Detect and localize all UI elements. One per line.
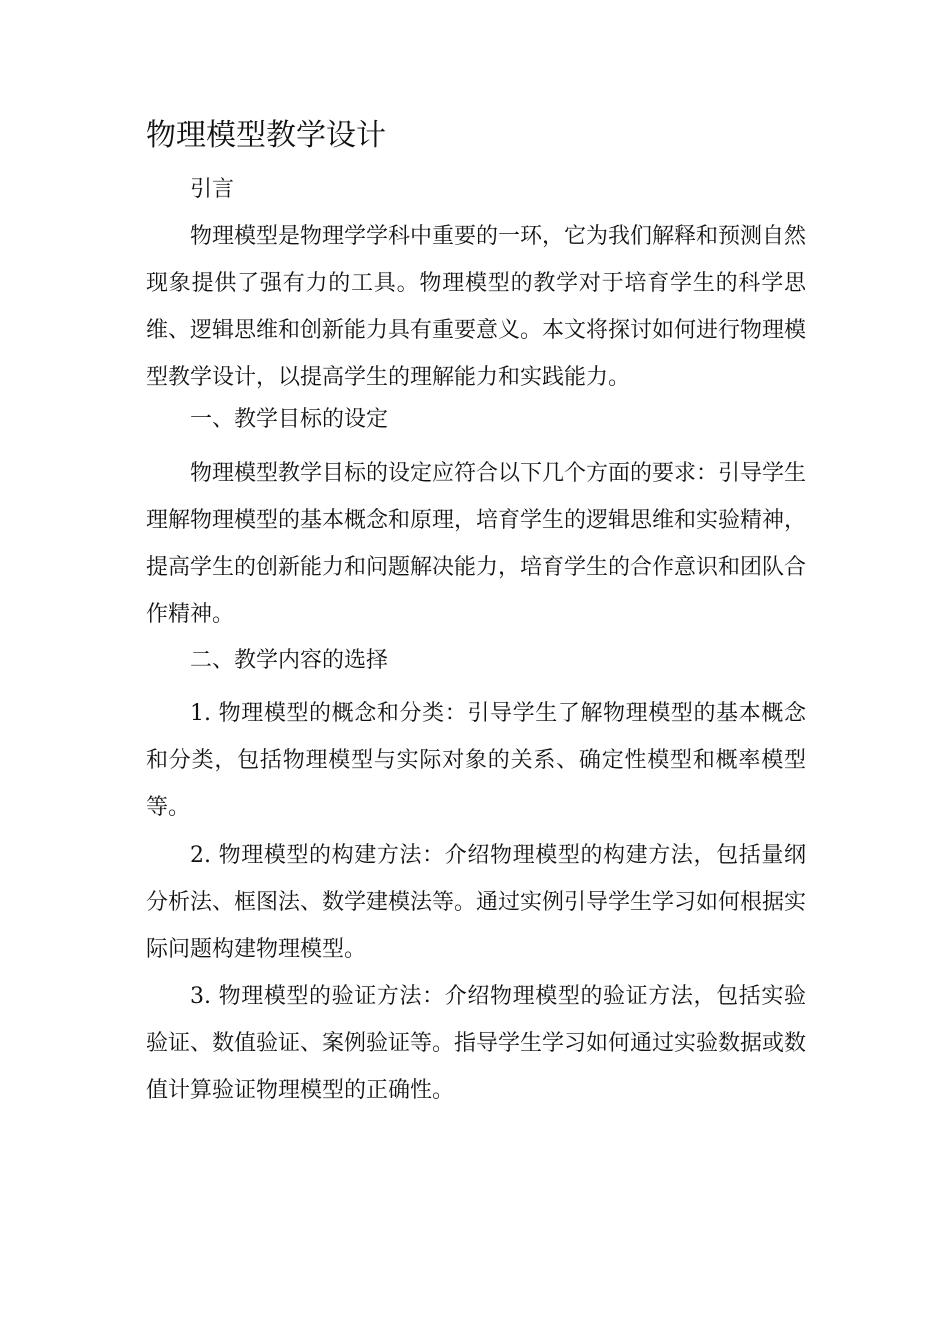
list-item-1: 1. 物理模型的概念和分类：引导学生了解物理模型的基本概念和分类，包括物理模型与实际对象的关系、确定性模型和概率模型等。	[146, 701, 806, 820]
intro-paragraph: 物理模型是物理学学科中重要的一环，它为我们解释和预测自然现象提供了强有力的工具。物理模型的教学对于培育学生的科学思维、逻辑思维和创新能力具有重要意义。本文将探讨如何进行物理模型教学设计，以提高学生的理解能力和实践能力。	[146, 224, 807, 390]
list-item-2: 2. 物理模型的构建方法：介绍物理模型的构建方法，包括量纲分析法、框图法、数学建模法等。通过实例引导学生学习如何根据实际问题构建物理模型。	[146, 843, 807, 962]
section2-heading: 二、教学内容的选择	[190, 648, 389, 673]
section1-heading: 一、教学目标的设定	[190, 407, 389, 432]
section1-paragraph: 物理模型教学目标的设定应符合以下几个方面的要求：引导学生理解物理模型的基本概念和原理，培育学生的逻辑思维和实验精神，提高学生的创新能力和问题解决能力，培育学生的合作意识和团队合作精神。	[146, 461, 807, 627]
list-item-3: 3. 物理模型的验证方法：介绍物理模型的验证方法，包括实验验证、数值验证、案例验证等。指导学生学习如何通过实验数据或数值计算验证物理模型的正确性。	[146, 984, 807, 1103]
intro-heading: 引言	[190, 177, 235, 202]
document-title: 物理模型教学设计	[146, 118, 386, 153]
